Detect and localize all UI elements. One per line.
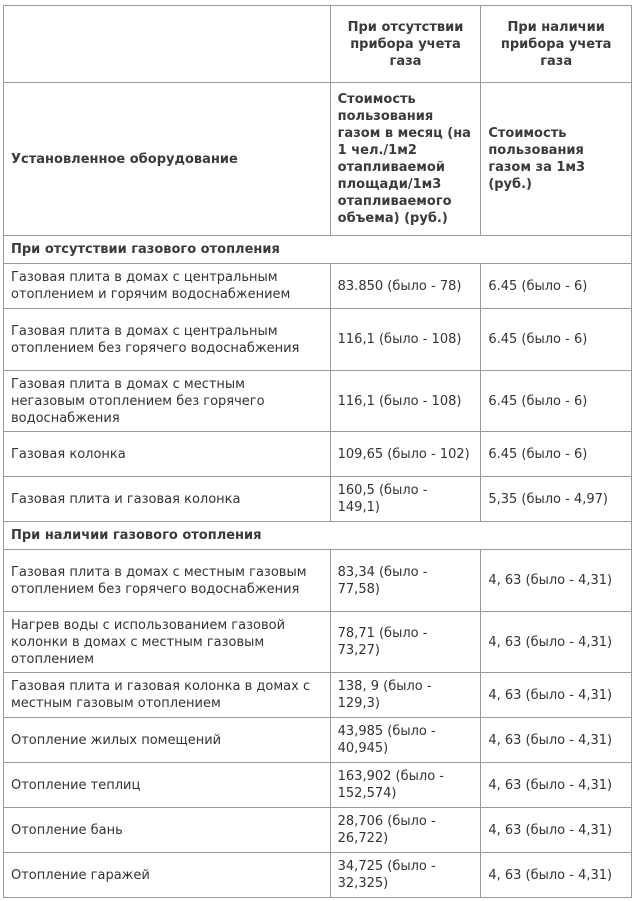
cost-no-meter: 116,1 (было - 108)	[330, 371, 481, 432]
equipment-label: Отопление бань	[4, 808, 331, 853]
per-m3-cost-column-header: Стоимость пользования газом за 1м3 (руб.)	[481, 83, 632, 236]
cost-with-meter: 4, 63 (было - 4,31)	[481, 673, 632, 718]
header-empty-cell	[4, 6, 331, 83]
cost-no-meter: 109,65 (было - 102)	[330, 432, 481, 477]
gas-tariff-table	[3, 5, 632, 898]
equipment-label: Газовая колонка	[4, 432, 331, 477]
cost-no-meter: 83.850 (было - 78)	[330, 264, 481, 309]
cost-with-meter: 4, 63 (было - 4,31)	[481, 853, 632, 898]
table-row	[4, 264, 632, 309]
cost-with-meter: 4, 63 (было - 4,31)	[481, 718, 632, 763]
cost-no-meter: 163,902 (было - 152,574)	[330, 763, 481, 808]
equipment-label: Газовая плита в домах с местным негазовым отоплением без горячего водоснабжения	[4, 371, 331, 432]
cost-with-meter: 6.45 (было - 6)	[481, 264, 632, 309]
header-no-meter: При отсутствии прибора учета газа	[330, 6, 481, 83]
cost-with-meter: 4, 63 (было - 4,31)	[481, 808, 632, 853]
equipment-column-header: Установленное оборудование	[4, 83, 331, 236]
table-row	[4, 309, 632, 371]
table-row	[4, 550, 632, 612]
equipment-label: Газовая плита в домах с центральным отоплением без горячего водоснабжения	[4, 309, 331, 371]
equipment-label: Нагрев воды с использованием газовой колонки в домах с местным газовым отоплением	[4, 612, 331, 673]
equipment-label: Газовая плита и газовая колонка в домах с местным газовым отоплением	[4, 673, 331, 718]
section-row	[4, 522, 632, 550]
table-row	[4, 808, 632, 853]
cost-with-meter: 4, 63 (было - 4,31)	[481, 550, 632, 612]
equipment-label: Отопление теплиц	[4, 763, 331, 808]
equipment-label: Газовая плита и газовая колонка	[4, 477, 331, 522]
equipment-label: Газовая плита в домах с местным газовым отоплением без горячего водоснабжения	[4, 550, 331, 612]
cost-no-meter: 160,5 (было - 149,1)	[330, 477, 481, 522]
cost-no-meter: 138, 9 (было - 129,3)	[330, 673, 481, 718]
section-row	[4, 236, 632, 264]
cost-with-meter: 6.45 (было - 6)	[481, 371, 632, 432]
header-row-labels	[4, 83, 632, 236]
table-row	[4, 612, 632, 673]
cost-no-meter: 43,985 (было - 40,945)	[330, 718, 481, 763]
table-row	[4, 763, 632, 808]
cost-no-meter: 116,1 (было - 108)	[330, 309, 481, 371]
section-title: При отсутствии газового отопления	[4, 236, 632, 264]
header-with-meter: При наличии прибора учета газа	[481, 6, 632, 83]
cost-no-meter: 34,725 (было - 32,325)	[330, 853, 481, 898]
equipment-label: Газовая плита в домах с центральным отоплением и горячим водоснабжением	[4, 264, 331, 309]
header-row-top	[4, 6, 632, 83]
cost-with-meter: 5,35 (было - 4,97)	[481, 477, 632, 522]
cost-with-meter: 4, 63 (было - 4,31)	[481, 763, 632, 808]
cost-no-meter: 78,71 (было - 73,27)	[330, 612, 481, 673]
table-row	[4, 371, 632, 432]
monthly-cost-column-header: Стоимость пользования газом в месяц (на 1 чел./1м2 отапливаемой площади/1м3 отапливаемого объема) (руб.)	[330, 83, 481, 236]
equipment-label: Отопление жилых помещений	[4, 718, 331, 763]
table-row	[4, 718, 632, 763]
equipment-label: Отопление гаражей	[4, 853, 331, 898]
cost-with-meter: 6.45 (было - 6)	[481, 432, 632, 477]
cost-no-meter: 83,34 (было - 77,58)	[330, 550, 481, 612]
cost-with-meter: 6.45 (было - 6)	[481, 309, 632, 371]
table-row	[4, 477, 632, 522]
cost-with-meter: 4, 63 (было - 4,31)	[481, 612, 632, 673]
table-row	[4, 432, 632, 477]
cost-no-meter: 28,706 (было - 26,722)	[330, 808, 481, 853]
table-row	[4, 673, 632, 718]
table-row	[4, 853, 632, 898]
section-title: При наличии газового отопления	[4, 522, 632, 550]
